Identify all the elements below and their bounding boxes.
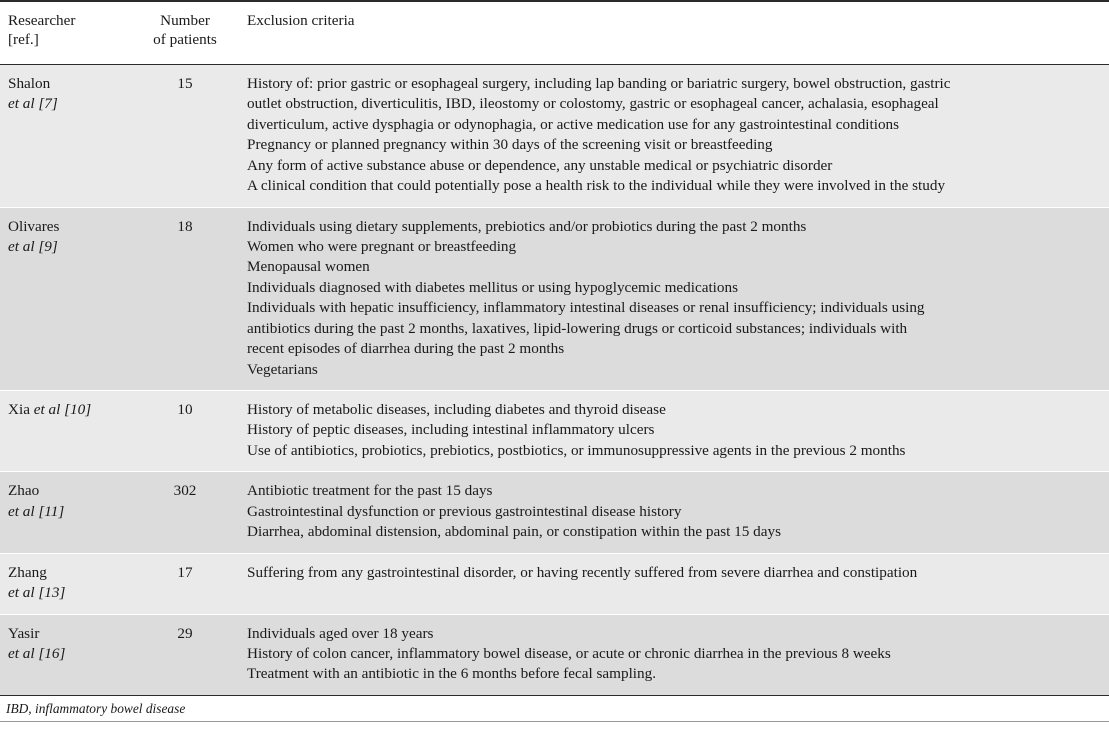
criteria-line: Individuals with hepatic insufficiency, inflammatory intestinal diseases or renal insufficiency; individuals using	[247, 299, 925, 317]
cell-researcher	[0, 64, 131, 207]
column-header-patients	[131, 1, 239, 64]
criteria-line: antibiotics during the past 2 months, laxatives, lipid-lowering drugs or corticoid substances; individuals with	[247, 319, 908, 337]
table-row	[0, 64, 1109, 207]
researcher-reference: et al [16]	[8, 644, 66, 662]
researcher-reference: et al [13]	[8, 584, 66, 602]
table-row	[0, 207, 1109, 391]
criteria-line: diverticulum, active dysphagia or odynophagia, or active medication use for any gastrointestinal conditions	[247, 115, 900, 133]
criteria-line: Vegetarians	[247, 360, 318, 378]
researcher-reference: et al [7]	[8, 95, 58, 113]
criteria-line: outlet obstruction, diverticulitis, IBD, ileostomy or colostomy, gastric or esophageal cancer, achalasia, esophageal	[247, 95, 939, 113]
criteria-line: Individuals diagnosed with diabetes mellitus or using hypoglycemic medications	[247, 278, 738, 296]
table-row	[0, 391, 1109, 472]
criteria-line: Pregnancy or planned pregnancy within 30 days of the screening visit or breastfeeding	[247, 136, 773, 154]
cell-patients: 15	[131, 64, 239, 207]
criteria-line: History of colon cancer, inflammatory bowel disease, or acute or chronic diarrhea in the previous 8 weeks	[247, 644, 891, 662]
researcher-name: Shalon	[8, 74, 51, 92]
criteria-line: Treatment with an antibiotic in the 6 months before fecal sampling.	[247, 665, 656, 683]
criteria-line: Individuals using dietary supplements, prebiotics and/or probiotics during the past 2 months	[247, 217, 807, 235]
column-header-patients-line1: Number	[160, 12, 210, 29]
researcher-reference: et al [11]	[8, 502, 65, 520]
footnote-rule	[0, 721, 1109, 722]
criteria-line: History of metabolic diseases, including diabetes and thyroid disease	[247, 401, 666, 419]
table-row	[0, 472, 1109, 553]
cell-researcher	[0, 553, 131, 614]
table-header-row	[0, 1, 1109, 64]
cell-patients: 18	[131, 207, 239, 391]
criteria-line: Individuals aged over 18 years	[247, 624, 434, 642]
cell-patients: 302	[131, 472, 239, 553]
criteria-line: History of peptic diseases, including intestinal inflammatory ulcers	[247, 421, 655, 439]
criteria-line: Diarrhea, abdominal distension, abdominal pain, or constipation within the past 15 days	[247, 523, 781, 541]
researcher-name: Zhang	[8, 563, 47, 581]
cell-criteria	[239, 472, 1109, 553]
cell-criteria	[239, 614, 1109, 695]
cell-researcher	[0, 472, 131, 553]
column-header-researcher	[0, 1, 131, 64]
table-row	[0, 553, 1109, 614]
column-header-criteria: Exclusion criteria	[239, 1, 1109, 64]
cell-researcher	[0, 391, 131, 472]
cell-researcher	[0, 614, 131, 695]
criteria-line: Any form of active substance abuse or dependence, any unstable medical or psychiatric disorder	[247, 156, 833, 174]
cell-researcher	[0, 207, 131, 391]
column-header-patients-line2: of patients	[153, 31, 217, 49]
table-body	[0, 64, 1109, 694]
researcher-name: Xia	[8, 401, 30, 419]
researcher-reference: et al [10]	[33, 401, 92, 419]
cell-criteria	[239, 64, 1109, 207]
cell-patients: 17	[131, 553, 239, 614]
criteria-line: Use of antibiotics, probiotics, prebiotics, postbiotics, or immunosuppressive agents in the previous 2 months	[247, 441, 906, 459]
criteria-line: recent episodes of diarrhea during the past 2 months	[247, 340, 565, 358]
criteria-line: History of: prior gastric or esophageal surgery, including lap banding or bariatric surgery, bowel obstruction, gastric	[247, 74, 951, 92]
criteria-line: A clinical condition that could potentially pose a health risk to the individual while they were involved in the study	[247, 177, 946, 195]
researcher-name: Yasir	[8, 624, 40, 642]
table-row	[0, 614, 1109, 695]
table-header	[0, 1, 1109, 64]
criteria-line: Menopausal women	[247, 258, 370, 276]
researcher-reference: et al [9]	[8, 237, 58, 255]
cell-patients: 29	[131, 614, 239, 695]
cell-criteria	[239, 553, 1109, 614]
criteria-line: Women who were pregnant or breastfeeding	[247, 237, 517, 255]
column-header-researcher-line2: [ref.]	[8, 31, 39, 49]
researcher-name: Olivares	[8, 217, 60, 235]
table-footnote: IBD, inflammatory bowel disease	[6, 700, 186, 716]
cell-criteria	[239, 207, 1109, 391]
criteria-line: Gastrointestinal dysfunction or previous gastrointestinal disease history	[247, 502, 682, 520]
researcher-name: Zhao	[8, 482, 40, 500]
cell-patients: 10	[131, 391, 239, 472]
criteria-line: Suffering from any gastrointestinal disorder, or having recently suffered from severe diarrhea and constipation	[247, 563, 918, 581]
cell-criteria	[239, 391, 1109, 472]
column-header-researcher-line1: Researcher	[8, 12, 76, 29]
criteria-line: Antibiotic treatment for the past 15 days	[247, 482, 493, 500]
